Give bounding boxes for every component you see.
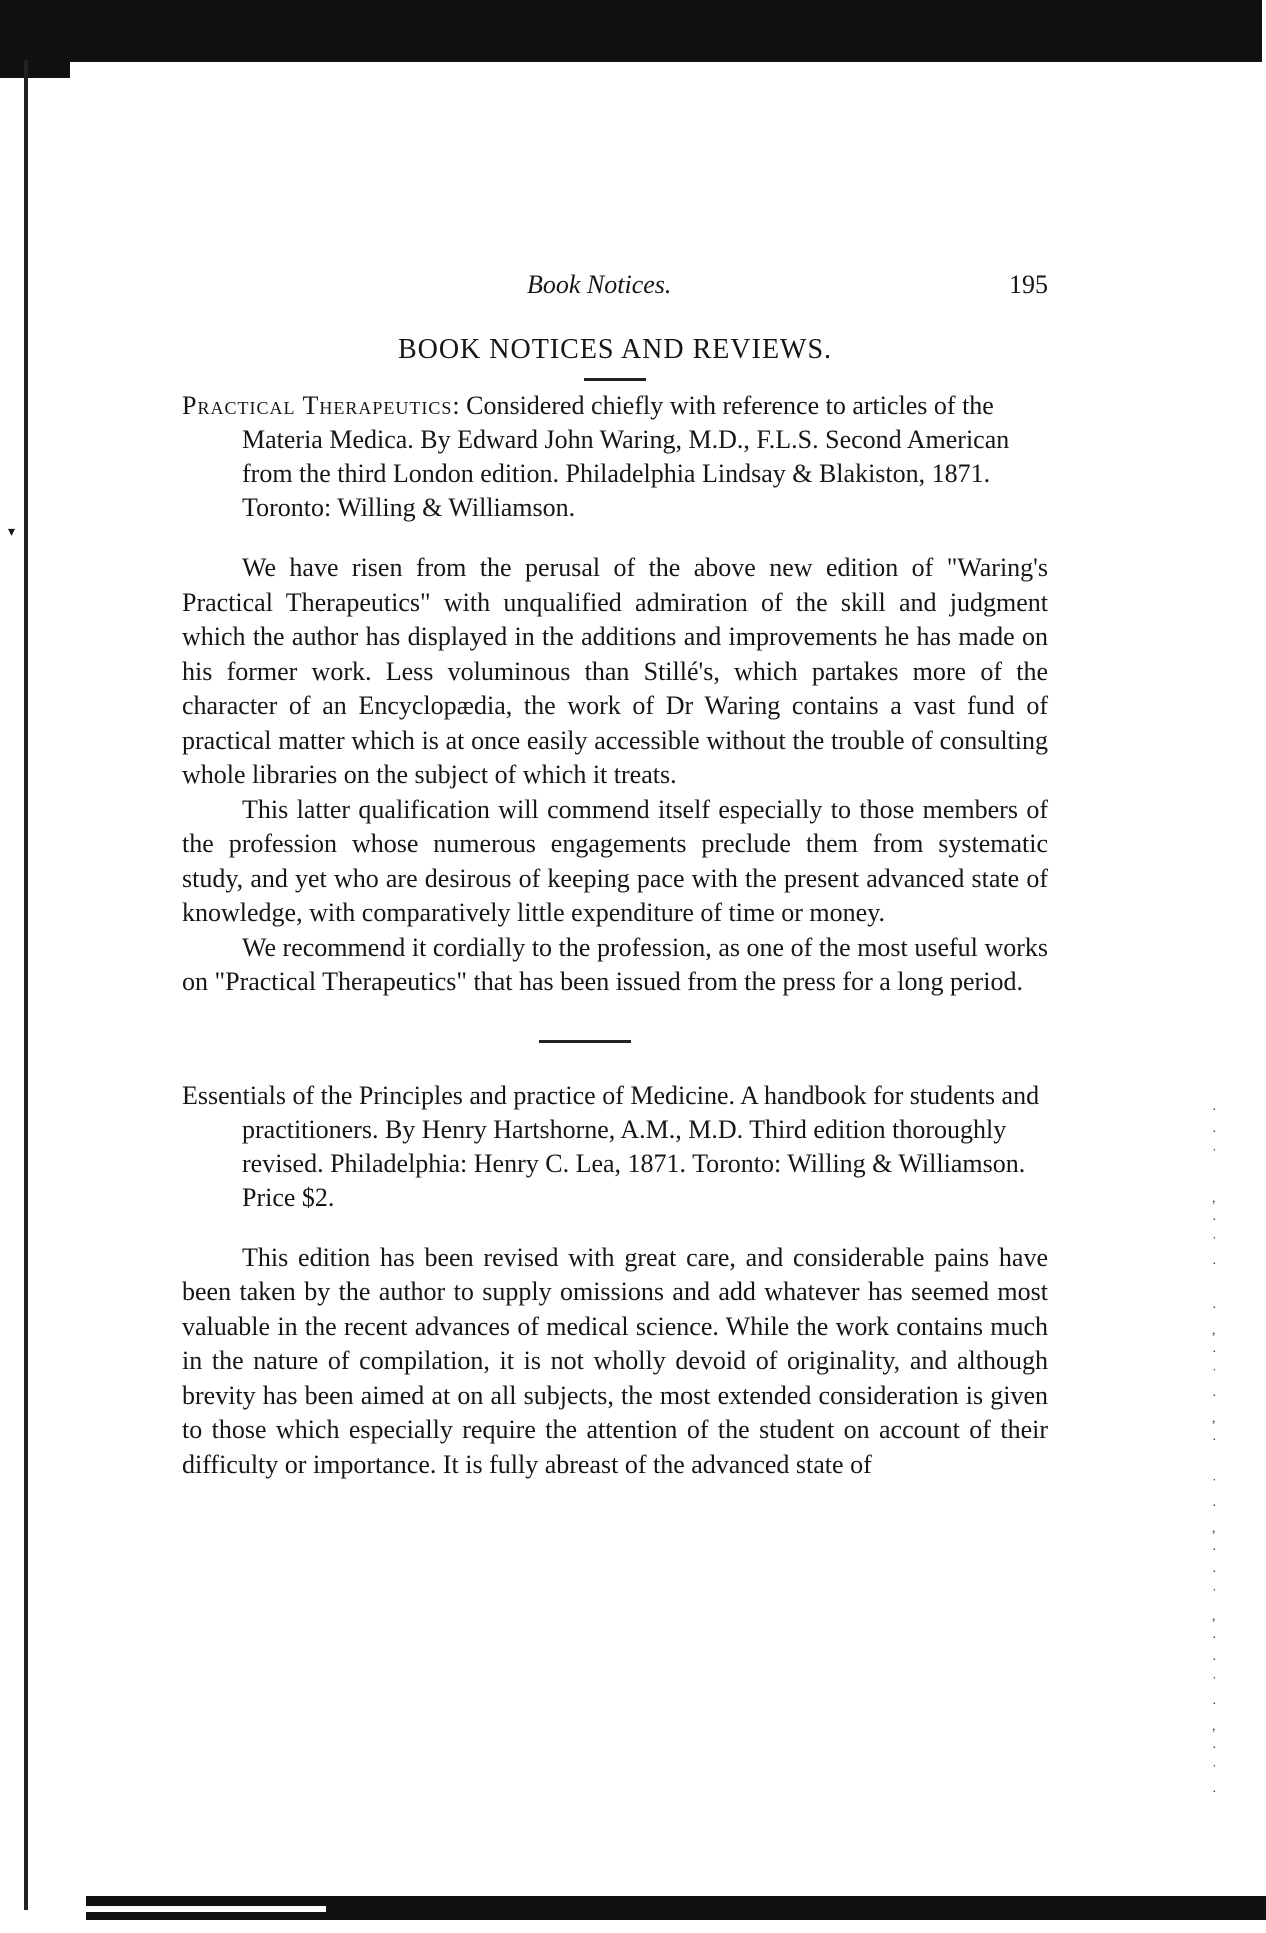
scan-bottom-border-gap <box>86 1906 326 1912</box>
book-page <box>182 270 1048 1482</box>
running-title: Book Notices. <box>527 270 672 299</box>
section-heading: BOOK NOTICES AND REVIEWS. <box>397 334 833 365</box>
review-1-paragraph-3: We recommend it cordially to the profession, as one of the most useful works on "Practical Therapeutics" that has been issued from the press for a long period. <box>182 932 1048 996</box>
review-1-paragraph-2: This latter qualification will commend itself especially to those members of the profession whose numerous engagements preclude them from systematic study, and yet who are desirous of keeping pace with the present advanced state of knowledge, with comparatively little expenditure of time or money. <box>182 794 1048 927</box>
review-2-citation: Essentials of the Principles and practice of Medicine. A handbook for students and practitioners. By Henry Hartshorne, A.M., M.D. Third edition thoroughly revised. Philadelphia: Henry C. Lea, 1871. Toronto: Willing & Williamson. Price $2. <box>182 1080 1040 1212</box>
scan-left-border <box>24 60 28 1910</box>
page-number: 195 <box>1009 270 1048 299</box>
review-1-citation <box>182 389 1048 525</box>
review-1-paragraph-1: We have risen from the perusal of the above new edition of "Waring's Practical Therapeutics" with unqualified admiration of the skill and judgment which the author has displayed in the additions and improvements he has made on his former work. Less voluminous than Stillé's, which partakes more of the character of an Encyclopædia, the work of Dr Waring contains a vast fund of practical matter which is at once easily accessible without the trouble of consulting whole libraries on the subject of which it treats. <box>182 553 1048 789</box>
running-head <box>182 270 1048 310</box>
scan-right-edge-specks: · · ˙ , · ˙ · · , · ˙ · , · ˙ · , · · ˙ , · · ˙ · , · ˙ · <box>1212 1103 1217 1800</box>
review-1-citation-details: : Considered chiefly with reference to articles of the Materia Medica. By Edward John Waring, M.D., F.L.S. Second American from the third London edition. Philadelphia Lindsay & Blakiston, 1871. Toronto: Willing & Williamson. <box>242 391 1010 522</box>
review-2-body <box>182 1241 1048 1483</box>
scan-top-border <box>0 0 1262 62</box>
scan-left-mark: ▾ <box>8 525 16 540</box>
review-1-body <box>182 551 1048 1000</box>
review-1-title: Practical Therapeutics <box>182 391 453 420</box>
heading-rule <box>584 378 646 381</box>
review-2-paragraph-1: This edition has been revised with great care, and considerable pains have been taken by the author to supply omissions and add whatever has seemed most valuable in the recent advances of medical science. While the work contains much in the nature of compilation, it is not wholly devoid of originality, and although brevity has been aimed at on all subjects, the most extended consideration is given to those which especially require the attention of the student on account of their difficulty or importance. It is fully abreast of the advanced state of <box>182 1242 1048 1479</box>
review-separator-rule <box>539 1040 631 1043</box>
scan-top-border-tail <box>0 56 70 78</box>
